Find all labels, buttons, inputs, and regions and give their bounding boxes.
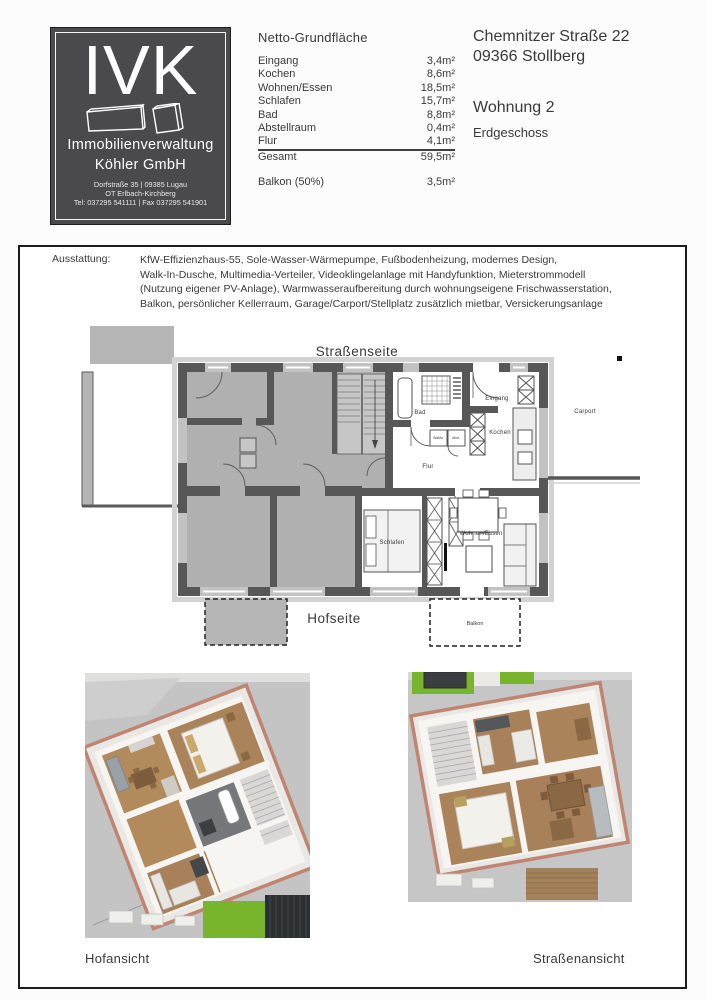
row-value: 3,4m² bbox=[426, 55, 455, 67]
area-table-title: Netto-Grundfläche bbox=[258, 30, 368, 45]
label-wama: WaMa bbox=[433, 436, 443, 440]
label-abstell: Abst. bbox=[452, 436, 460, 440]
label-carport: Carport bbox=[574, 409, 596, 415]
label-bad: Bad bbox=[414, 410, 426, 416]
label-schlafen: Schlafen bbox=[379, 540, 405, 546]
balcony-value: 3,5m² bbox=[426, 176, 455, 189]
row-value: 8,8m² bbox=[426, 108, 455, 121]
table-row bbox=[258, 122, 455, 135]
floor-plan bbox=[70, 318, 690, 666]
logo-company-line1: Immobilienverwaltung bbox=[67, 137, 214, 153]
property-unit: Wohnung 2 bbox=[473, 99, 555, 116]
table-row bbox=[258, 135, 455, 148]
features-line: Balkon, persönlicher Kellerraum, Garage/Carport/Stellplatz zusätzlich mietbar, Versickerungsanlage bbox=[140, 297, 603, 310]
row-label: Bad bbox=[258, 108, 278, 121]
label-balcony: Balkon bbox=[466, 621, 484, 627]
features-line: Walk-In-Dusche, Multimedia-Verteiler, Videoklingelanlage mit Handyfunktion, Mieterstrommodell bbox=[140, 268, 586, 281]
row-label: Flur bbox=[258, 135, 277, 148]
row-label: Eingang bbox=[258, 55, 299, 67]
total-value: 59,5m² bbox=[420, 150, 455, 163]
balcony bbox=[430, 599, 520, 646]
features-text bbox=[140, 253, 685, 311]
property-floor: Erdgeschoss bbox=[473, 125, 549, 140]
table-total-row bbox=[258, 149, 455, 164]
row-label: Wohnen/Essen bbox=[258, 81, 333, 94]
rendering-hofansicht-svg bbox=[85, 673, 310, 938]
table-row bbox=[258, 82, 455, 95]
building-cutaway bbox=[411, 683, 628, 876]
label-flur: Flur bbox=[422, 464, 434, 470]
table-row bbox=[258, 95, 455, 108]
label-street-side: Straßenseite bbox=[315, 344, 399, 359]
table-balcony-row bbox=[258, 176, 455, 189]
logo-address-line3: Tel: 037295 541111 | Fax 037295 541901 bbox=[73, 198, 208, 207]
company-logo bbox=[50, 27, 231, 225]
row-value: 15,7m² bbox=[420, 95, 455, 108]
label-wohnen-essen: Wohnen/Essen bbox=[459, 531, 503, 537]
company-logo-inner bbox=[55, 32, 226, 220]
row-value: 0,4m² bbox=[426, 122, 455, 135]
label-kochen: Kochen bbox=[489, 430, 511, 436]
row-label: Kochen bbox=[258, 68, 296, 81]
rendering-hofansicht bbox=[85, 673, 310, 938]
row-value: 8,6m² bbox=[426, 68, 455, 81]
property-header bbox=[473, 27, 693, 140]
building-icon bbox=[79, 103, 203, 135]
logo-company-line2: Köhler GmbH bbox=[94, 157, 187, 173]
label-eingang: Eingang bbox=[485, 396, 509, 402]
neighbor-terrace bbox=[205, 599, 287, 645]
caption-strassenansicht: Straßenansicht bbox=[533, 951, 625, 966]
features-label: Ausstattung: bbox=[52, 253, 111, 265]
table-row bbox=[258, 55, 455, 68]
rendering-strassenansicht-svg bbox=[408, 672, 632, 902]
table-row bbox=[258, 109, 455, 122]
neighbor-garage bbox=[82, 326, 178, 506]
logo-acronym: IVK bbox=[82, 31, 199, 109]
rendering-strassenansicht bbox=[408, 672, 632, 902]
area-table bbox=[258, 30, 455, 190]
logo-address bbox=[74, 180, 207, 207]
balcony-label: Balkon (50%) bbox=[258, 176, 325, 189]
table-row bbox=[258, 68, 455, 81]
logo-address-line1: Dorfstraße 35 | 09385 Lugau bbox=[93, 180, 188, 189]
features-line: (Nutzung eigener PV-Anlage), Warmwasseraufbereitung durch wohnungseigene Frischwasserstation, bbox=[140, 283, 612, 296]
features-line: KfW-Effizienzhaus-55, Sole-Wasser-Wärmepumpe, Fußbodenheizung, modernes Design, bbox=[140, 254, 558, 266]
row-label: Schlafen bbox=[258, 95, 301, 108]
property-street: Chemnitzer Straße 22 bbox=[473, 28, 630, 45]
row-value: 18,5m² bbox=[420, 81, 455, 94]
total-label: Gesamt bbox=[258, 150, 297, 163]
logo-address-line2: OT Erlbach-Kirchberg bbox=[105, 189, 176, 198]
row-label: Abstellraum bbox=[258, 122, 317, 135]
carport-area bbox=[548, 356, 640, 483]
caption-hofansicht: Hofansicht bbox=[85, 951, 150, 966]
property-city: 09366 Stollberg bbox=[473, 48, 586, 65]
floor-plan-svg bbox=[70, 318, 690, 666]
row-value: 4,1m² bbox=[426, 135, 455, 148]
label-yard-side: Hofseite bbox=[307, 611, 361, 626]
